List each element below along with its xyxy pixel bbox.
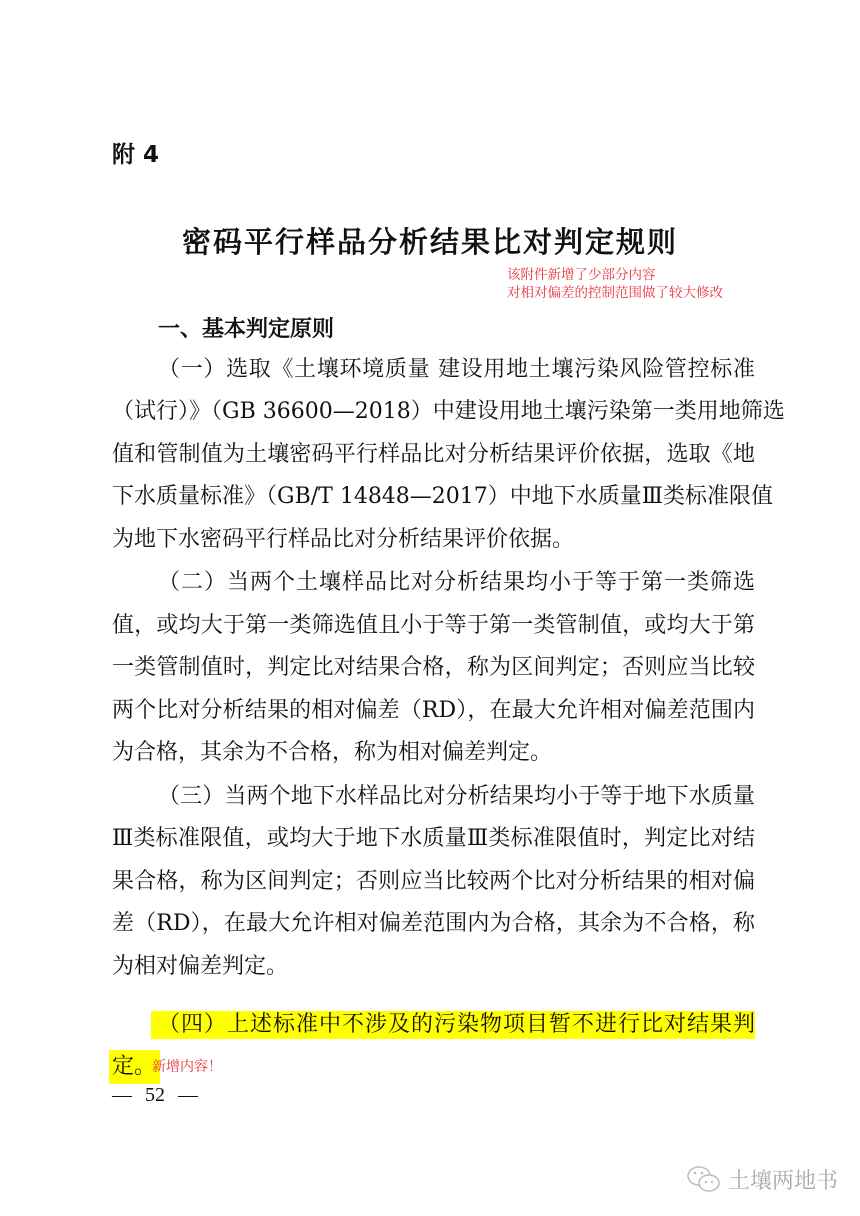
paragraph-line: （二）当两个土壤样品比对分析结果均小于等于第一类筛选 xyxy=(158,570,755,595)
paragraph-line: 为地下水密码平行样品比对分析结果评价依据。 xyxy=(112,527,575,552)
paragraph-line: 为合格，其余为不合格，称为相对偏差判定。 xyxy=(112,740,553,765)
section-heading: 一、基本判定原则 xyxy=(158,317,335,342)
paragraph-line: 值和管制值为土壤密码平行样品比对分析结果评价依据，选取《地 xyxy=(112,442,755,467)
attachment-label: 附 4 xyxy=(112,142,160,168)
paragraph-line: 为相对偏差判定。 xyxy=(112,954,289,979)
watermark-text: 土壤两地书 xyxy=(728,1169,839,1194)
paragraph-line: （试行）》（GB 36600—2018）中建设用地土壤污染第一类用地筛选 xyxy=(112,399,785,424)
paragraph-line: 值，或均大于第一类筛选值且小于等于第一类管制值，或均大于第 xyxy=(112,613,755,638)
paragraph-line: 差（RD），在最大允许相对偏差范围内为合格，其余为不合格，称 xyxy=(112,911,755,936)
highlighted-paragraph-line: （四）上述标准中不涉及的污染物项目暂不进行比对结果判 xyxy=(151,1011,755,1039)
highlighted-paragraph-line: 定。 xyxy=(109,1050,160,1084)
new-content-note: 新增内容！ xyxy=(152,1059,222,1075)
paragraph-line: 果合格，称为区间判定；否则应当比较两个比对分析结果的相对偏 xyxy=(112,869,755,894)
paragraph-line: （一）选取《土壤环境质量 建设用地土壤污染风险管控标准 xyxy=(158,357,755,382)
paragraph-line: 一类管制值时，判定比对结果合格，称为区间判定；否则应当比较 xyxy=(112,655,755,680)
paragraph-line: 两个比对分析结果的相对偏差（RD），在最大允许相对偏差范围内 xyxy=(112,698,755,723)
document-title: 密码平行样品分析结果比对判定规则 xyxy=(181,225,678,259)
watermark xyxy=(686,1164,838,1195)
paragraph-line: 下水质量标准》（GB/T 14848—2017）中地下水质量Ⅲ类标准限值 xyxy=(112,484,774,509)
page-number: — 52 — xyxy=(112,1084,198,1106)
annotation-line-2: 对相对偏差的控制范围做了较大修改 xyxy=(507,285,723,301)
wechat-icon xyxy=(686,1165,722,1195)
paragraph-line: （三）当两个地下水样品比对分析结果均小于等于地下水质量 xyxy=(158,784,755,809)
paragraph-line: Ⅲ类标准限值，或均大于地下水质量Ⅲ类标准限值时，判定比对结 xyxy=(112,826,755,851)
annotation-line-1: 该附件新增了少部分内容 xyxy=(507,267,656,283)
